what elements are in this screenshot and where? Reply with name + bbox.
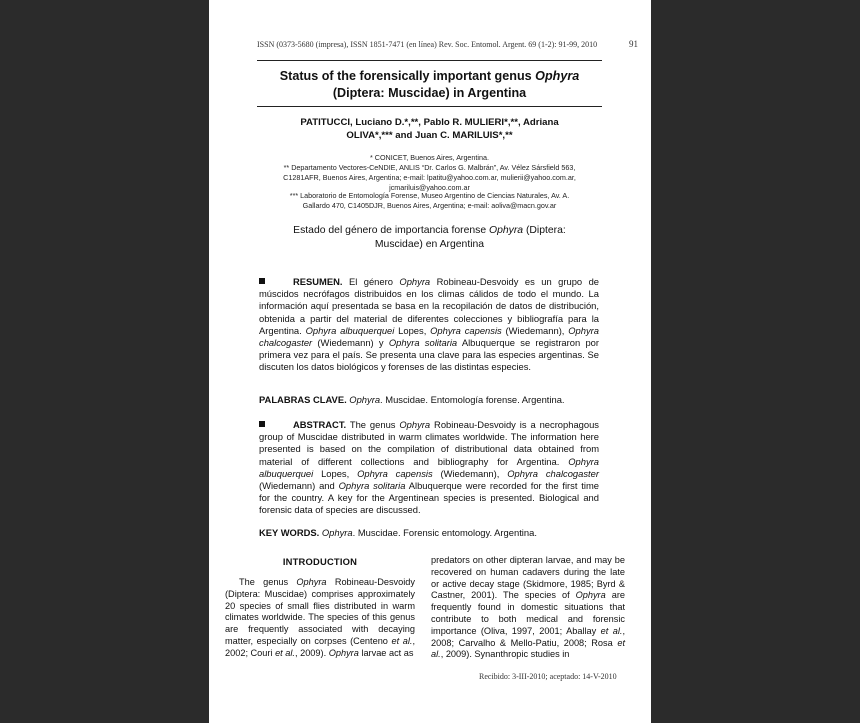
- affiliation-1: * CONICET, Buenos Aires, Argentina.: [369, 153, 490, 162]
- paper-page: [209, 0, 651, 723]
- resumen-paragraph: RESUMEN. El género Ophyra Robineau-Desvoidy es un grupo de múscidos necrófagos distribuidos en los climas cálidos de todo el mundo. La información aquí presentada se basa en la recopilación de datos de distribución, obtenida a partir del material de diferentes colecciones y bibliografía para la Argentina. Ophyra albuquerquei Lopes, Ophyra capensis (Wiedemann), Ophyra chalcogaster (Wiedemann) y Ophyra solitaria Albuquerque se registraron por primera vez para el país. Se presenta una clave para las especies argentinas. Se discuten los datos biológicos y forenses de las distintas especies.: [259, 276, 600, 373]
- introduction-heading: INTRODUCTION: [282, 556, 358, 567]
- intro-left-column: The genus Ophyra Robineau-Desvoidy (Diptera: Muscidae) comprises approximately 20 species of small flies distributed in warm climates worldwide. The species of this genus are frequently associated with decaying matter, especially on corpses (Centeno et al., 2002; Couri et al., 2009). Ophyra larvae act as: [225, 577, 416, 658]
- affiliation-2: ** Departamento Vectores-CeNDIE, ANLIS “Dr. Carlos G. Malbrán”, Av. Vélez Sársfield 563, C1281AFR, Buenos Aires, Argentina; e-mail: lpatitu@yahoo.com.ar, mulierii@yahoo.com.ar, jcmariluis@yahoo.com.ar: [283, 163, 576, 192]
- key-words: KEY WORDS. Ophyra. Muscidae. Forensic entomology. Argentina.: [259, 527, 537, 538]
- spanish-title: Estado del género de importancia forense Ophyra (Diptera: Muscidae) en Argentina: [293, 225, 566, 250]
- bullet-square-icon: [259, 278, 265, 284]
- intro-right-column: predators on other dipteran larvae, and may be recovered on human cadavers during the late or active decay stage (Skidmore, 1985; Byrd & Castner, 2001). The species of Ophyra are frequently found in domestic situations that contribute to both medical and forensic importance (Oliva, 1997, 2001; Aballay et al., 2008; Carvalho & Mello-Patiu, 2008; Rosa et al., 2009). Synanthropic studies in: [431, 555, 625, 660]
- affiliation-3: *** Laboratorio de Entomología Forense, Museo Argentino de Ciencias Naturales, Av. A. Gallardo 470, C1405DJR, Buenos Aires, Argentina; e-mail: aoliva@macn.gov.ar: [289, 191, 570, 210]
- journal-header: ISSN (0373-5680 (impresa), ISSN 1851-7471 (en línea) Rev. Soc. Entomol. Argent. 69 (1-2): 91-99, 2010: [257, 40, 598, 49]
- page-number: 91: [629, 39, 638, 49]
- top-rule: [257, 60, 602, 61]
- authors: PATITUCCI, Luciano D.*,**, Pablo R. MULIERI*,**, Adriana OLIVA*,*** and Juan C. MARILUIS*,**: [300, 117, 559, 141]
- paper-title: Status of the forensically important genus Ophyra (Diptera: Muscidae) in Argentina: [279, 69, 580, 100]
- title-rule: [257, 106, 602, 107]
- bullet-square-icon: [259, 421, 265, 427]
- received-date: Recibido: 3-III-2010; aceptado: 14-V-2010: [479, 672, 617, 681]
- palabras-clave: PALABRAS CLAVE. Ophyra. Muscidae. Entomología forense. Argentina.: [259, 394, 565, 405]
- abstract-paragraph: ABSTRACT. The genus Ophyra Robineau-Desvoidy is a necrophagous group of Muscidae distributed in warm climates worldwide. The information here presented is based on the compilation of distributional data obtained from material of different collections and bibliography for Argentina. Ophyra albuquerquei Lopes, Ophyra capensis (Wiedemann), Ophyra chalcogaster (Wiedemann) and Ophyra solitaria Albuquerque were recorded for the first time for the country. A key for the Argentinean species is presented. Biological and forensic data of species are discussed.: [259, 419, 599, 516]
